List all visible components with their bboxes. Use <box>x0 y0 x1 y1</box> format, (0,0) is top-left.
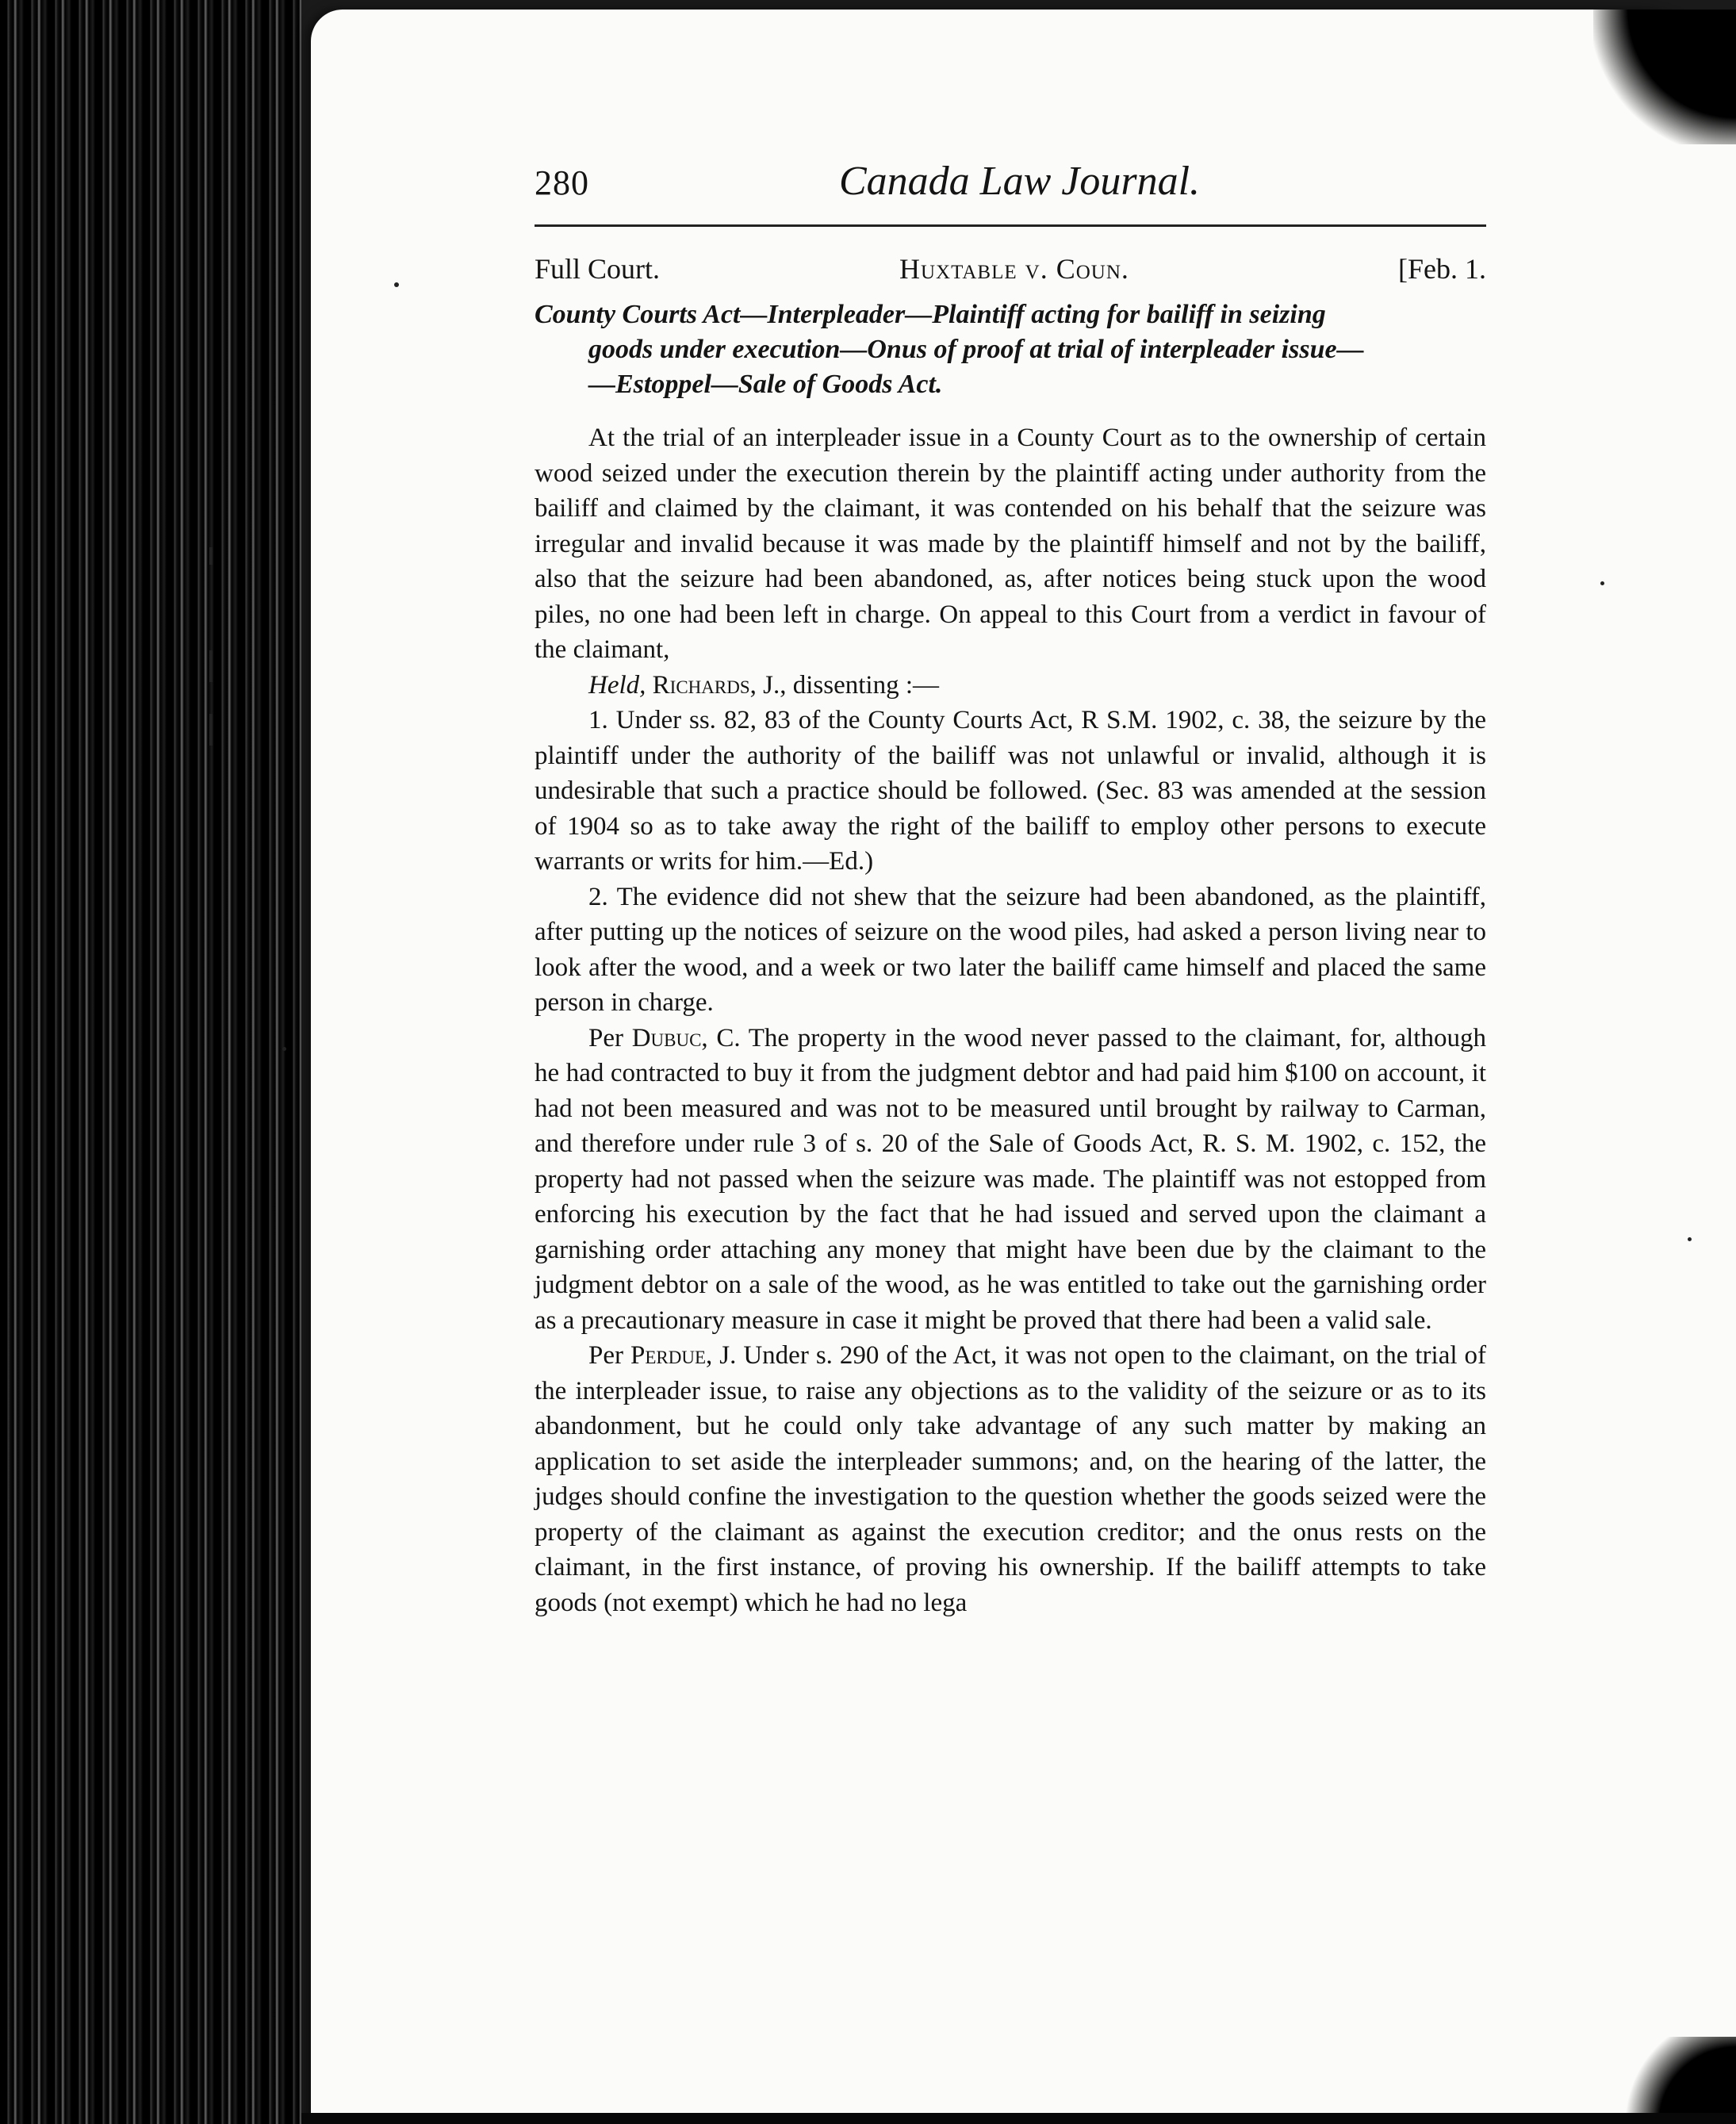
paragraph-point-1: 1. Under ss. 82, 83 of the County Courts Act, R S.M. 1902, c. 38, the seizure by the plaintiff under the authority of the bailiff was not unlawful or invalid, although it is undesirable that such a practice should be followed. (Sec. 83 was amended at the session of 1904 so as to take away the right of the bailiff to employ other persons to execute warrants or writs for him.—Ed.) <box>535 706 1486 876</box>
case-date: [Feb. 1. <box>1398 253 1486 285</box>
per-text: Under s. 290 of the Act, it was not open to the claimant, on the trial of the interpleader issue, to raise any objections as to the validity of the seizure or as to its abandonment, but he could only take advantage of any such matter by making an application to set aside the interpleader summons; and, on the hearing of the latter, the judges should confine the investigation to the question whether the goods seized were the property of the claimant as against the execution creditor; and the onus rests on the claimant, in the first instance, of proving his ownership. If the bailiff attempts to take goods (not exempt) which he had no lega <box>535 1341 1486 1617</box>
paragraph-per-perdue <box>535 1338 1486 1620</box>
page-number: 280 <box>535 163 589 202</box>
judgment-body <box>535 420 1486 1620</box>
per-judge: Perdue, J. <box>630 1341 737 1370</box>
headnote-line: County Courts Act—Interpleader—Plaintiff acting for bailiff in seizing <box>535 300 1326 329</box>
per-judge: Dubuc, C. <box>631 1023 741 1052</box>
court-name: Full Court. <box>535 253 661 285</box>
held-judge: Richards, J., <box>652 670 787 700</box>
paragraph-held <box>535 668 1486 704</box>
scan-shadow-edge <box>0 0 301 2124</box>
margin-speck <box>282 1047 286 1051</box>
margin-speck <box>1600 581 1604 585</box>
margin-speck <box>209 650 213 682</box>
per-prefix: Per <box>588 1023 632 1052</box>
per-text: The property in the wood never passed to the claimant, for, although he had contracted to buy it from the judgment debtor and had paid him $100 on account, it had not been measured and was not to be measured until brought by railway to Carman, and therefore under rule 3 of s. 20 of the Sale of Goods Act, R. S. M. 1902, c. 152, the property had not passed when the seizure was made. The plaintiff was not estopped from enforcing his execution by the fact that he had issued and served upon the claimant a garnishing order attaching any money that might have been due by the claimant to the judgment debtor on a sale of the wood, as he was entitled to take out the garnishing order as a precautionary measure in case it might be proved that there had been a valid sale. <box>535 1023 1486 1335</box>
headnote <box>535 297 1486 402</box>
paragraph-facts: At the trial of an interpleader issue in a County Court as to the ownership of certain wood seized under the execution therein by the plaintiff acting under authority from the bailiff and claimed by the claimant, it was contended on his behalf that the seizure was irregular and invalid because it was made by the plaintiff himself and not by the bailiff, also that the seizure had been abandoned, as, after notices being stuck upon the wood piles, no one had been left in charge. On appeal to this Court from a verdict in favour of the claimant, <box>535 424 1486 664</box>
headnote-line: —Estoppel—Sale of Goods Act. <box>588 370 943 399</box>
paragraph-per-dubuc <box>535 1021 1486 1339</box>
headnote-line: goods under execution—Onus of proof at trial of interpleader issue— <box>588 335 1364 364</box>
held-word: Held, <box>588 670 646 700</box>
case-caption <box>535 252 1486 292</box>
scan-bottom-edge <box>301 2113 1736 2124</box>
margin-speck <box>209 547 213 565</box>
margin-speck <box>394 282 399 287</box>
header-rule <box>535 224 1486 227</box>
paragraph-point-2: 2. The evidence did not shew that the seizure had been abandoned, as the plaintiff, after putting up the notices of seizure on the wood piles, had asked a person living near to look after the wood, and a week or two later the bailiff came himself and placed the same person in charge. <box>535 882 1486 1017</box>
scan-corner-bottom-right <box>1609 2037 1736 2124</box>
journal-title: Canada Law Journal. <box>839 159 1201 204</box>
per-prefix: Per <box>588 1341 630 1370</box>
case-parties: Huxtable v. Coun. <box>899 253 1129 285</box>
margin-speck <box>209 714 213 746</box>
held-rest: dissenting :— <box>786 670 939 700</box>
scan-corner-top-right <box>1593 10 1736 144</box>
margin-speck <box>1688 1237 1692 1241</box>
running-header <box>535 159 1486 218</box>
